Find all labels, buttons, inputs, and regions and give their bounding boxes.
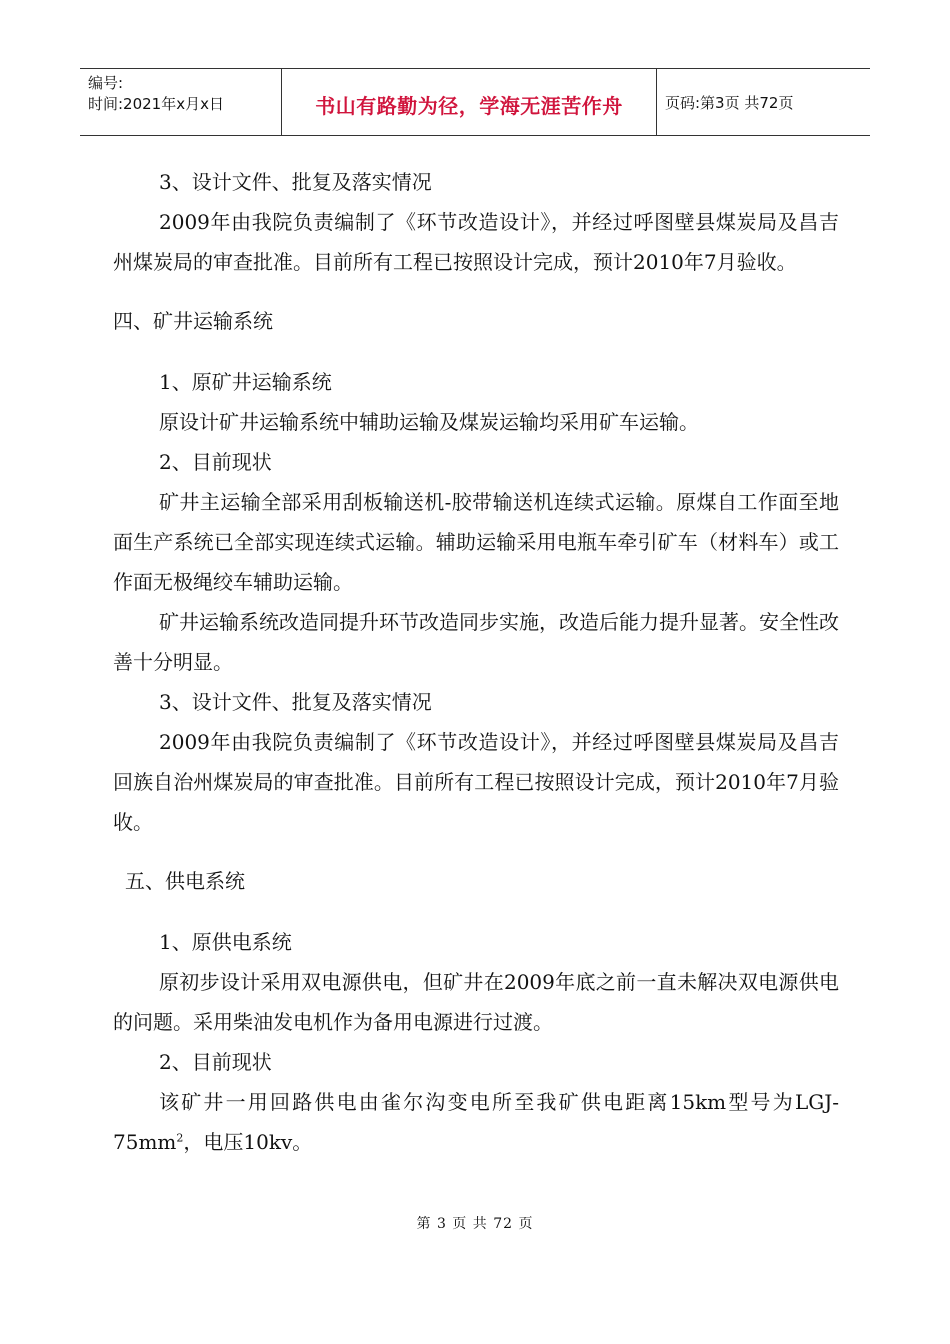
subheading-design-docs: 3、设计文件、批复及落实情况 — [159, 170, 432, 194]
paragraph-design-approval-2: 2009年由我院负责编制了《环节改造设计》，并经过呼图壁县煤炭局及昌吉回族自治州煤炭局的审查批准。目前所有工程已按照设计完成，预计2010年7月验收。 — [113, 730, 839, 834]
document-code-label: 编号: — [88, 74, 124, 92]
subheading-current-status: 2、目前现状 — [159, 450, 272, 474]
subheading-design-docs-2: 3、设计文件、批复及落实情况 — [159, 690, 432, 714]
power-voltage-text: ，电压10kv。 — [183, 1130, 313, 1154]
section-heading-power: 五、供电系统 — [125, 869, 245, 893]
document-body — [113, 162, 839, 1162]
page-footer: 第 3 页 共 72 页 — [416, 1216, 534, 1232]
page-header — [80, 68, 870, 136]
paragraph-current-transport: 矿井主运输全部采用刮板输送机-胶带输送机连续式运输。原煤自工作面至地面生产系统已全部实现连续式运输。辅助运输采用电瓶车牵引矿车（材料车）或工作面无极绳绞车辅助运输。 — [113, 490, 839, 594]
paragraph-original-transport: 原设计矿井运输系统中辅助运输及煤炭运输均采用矿车运输。 — [159, 410, 699, 434]
header-page-info: 页码:第3页 共72页 — [665, 93, 794, 112]
paragraph-design-approval: 2009年由我院负责编制了《环节改造设计》，并经过呼图壁县煤炭局及昌吉州煤炭局的审查批准。目前所有工程已按照设计完成，预计2010年7月验收。 — [113, 210, 839, 274]
paragraph-transport-upgrade: 矿井运输系统改造同提升环节改造同步实施，改造后能力提升显著。安全性改善十分明显。 — [113, 610, 839, 674]
superscript-two: 2 — [176, 1131, 184, 1145]
subheading-original-power: 1、原供电系统 — [159, 930, 292, 954]
header-meta-cell — [80, 69, 282, 135]
header-motto-cell — [282, 69, 657, 135]
header-page-cell — [657, 69, 870, 135]
subheading-current-status-2: 2、目前现状 — [159, 1050, 272, 1074]
paragraph-original-power: 原初步设计采用双电源供电，但矿井在2009年底之前一直未解决双电源供电的问题。采用柴油发电机作为备用电源进行过渡。 — [113, 970, 839, 1034]
power-line-text: 该矿井一用回路供电由雀尔沟变电所至我矿供电距离15km型号为LGJ-75mm — [113, 1090, 839, 1154]
paragraph-current-power — [113, 1082, 839, 1162]
header-motto: 书山有路勤为径，学海无涯苦作舟 — [315, 93, 623, 118]
section-heading-transport: 四、矿井运输系统 — [113, 309, 273, 333]
document-time-label: 时间:2021年x月x日 — [88, 95, 224, 113]
subheading-original-transport: 1、原矿井运输系统 — [159, 370, 332, 394]
